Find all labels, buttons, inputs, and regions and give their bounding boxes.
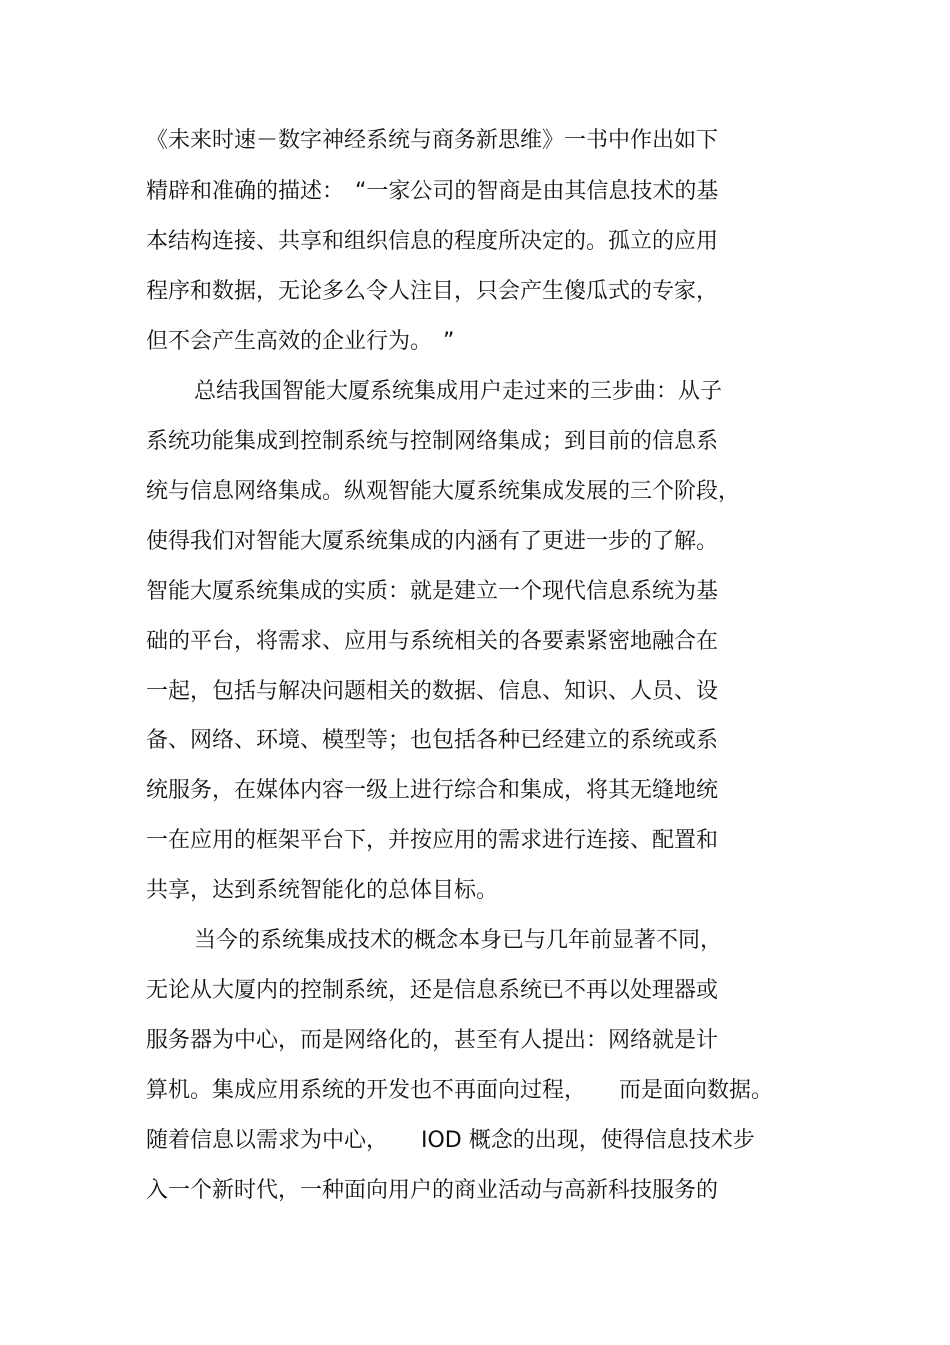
- text-line: 服务器为中心，而是网络化的，甚至有人提出：网络就是计: [146, 1028, 719, 1053]
- text-line: 精辟和准确的描述： “一家公司的智商是由其信息技术的基: [146, 179, 719, 204]
- text-line: 《未来时速－数字神经系统与商务新思维》一书中作出如下: [146, 128, 719, 153]
- text-line: 无论从大厦内的控制系统，还是信息系统已不再以处理器或: [146, 978, 719, 1003]
- text-line: 系统功能集成到控制系统与控制网络集成；到目前的信息系: [146, 429, 719, 454]
- text-line: 共享，达到系统智能化的总体目标。: [146, 878, 499, 903]
- text-line: 一在应用的框架平台下，并按应用的需求进行连接、配置和: [146, 828, 719, 853]
- text-line: 随着信息以需求为中心， IOD 概念的出现，使得信息技术步: [146, 1128, 755, 1153]
- text-line: 备、网络、环境、模型等；也包括各种已经建立的系统或系: [146, 728, 719, 753]
- text-line: 统与信息网络集成。纵观智能大厦系统集成发展的三个阶段，: [146, 479, 741, 504]
- text-line: 但不会产生高效的企业行为。 ”: [146, 329, 455, 354]
- text-line: 础的平台，将需求、应用与系统相关的各要素紧密地融合在: [146, 629, 719, 654]
- text-line: 使得我们对智能大厦系统集成的内涵有了更进一步的了解。: [146, 529, 719, 554]
- text-line: 本结构连接、共享和组织信息的程度所决定的。孤立的应用: [146, 229, 719, 254]
- text-line: 一起，包括与解决问题相关的数据、信息、知识、人员、设: [146, 679, 719, 704]
- paragraph-first-line: 当今的系统集成技术的概念本身已与几年前显著不同，: [194, 928, 723, 953]
- text-line: 智能大厦系统集成的实质：就是建立一个现代信息系统为基: [146, 579, 719, 604]
- text-line: 算机。集成应用系统的开发也不再面向过程， 而是面向数据。: [146, 1078, 774, 1103]
- paragraph-first-line: 总结我国智能大厦系统集成用户走过来的三步曲：从子: [194, 379, 723, 404]
- text-line: 入一个新时代，一种面向用户的商业活动与高新科技服务的: [146, 1178, 719, 1203]
- text-line: 统服务，在媒体内容一级上进行综合和集成，将其无缝地统: [146, 778, 719, 803]
- text-line: 程序和数据，无论多么令人注目，只会产生傻瓜式的专家，: [146, 279, 719, 304]
